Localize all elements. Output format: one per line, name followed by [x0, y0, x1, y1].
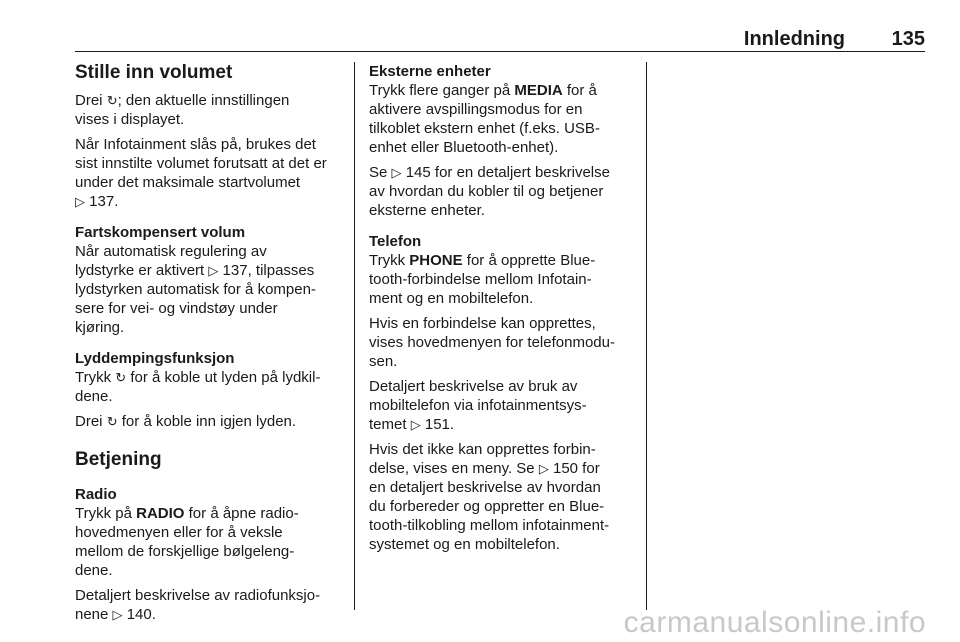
header-rule [75, 51, 925, 52]
heading-volume: Stille inn volumet [75, 62, 233, 83]
paragraph: Detaljert beskrivelse av bruk av mobiltelefon via infotainmentsys- temet ▷ 151. [369, 378, 587, 433]
paragraph: Detaljert beskrivelse av radiofunksjo- nene ▷ 140. [75, 587, 321, 623]
paragraph: Trykk ↻ for å koble ut lyden på lydkil- dene. [75, 369, 321, 405]
left-column [75, 62, 347, 630]
paragraph: Hvis det ikke kan opprettes forbin- delse, vises en meny. Se ▷ 150 for en detaljert beskrivelse av hvordan du forbereder og oppretter en Blue- tooth-tilkobling mellom infotainment- systemet og en mobiltelefon. [369, 441, 610, 553]
paragraph: Hvis en forbindelse kan opprettes, vises hovedmenyen for telefonmodu- sen. [369, 315, 615, 370]
heading-phone: Telefon [369, 233, 422, 250]
media-button-label: MEDIA [514, 82, 563, 99]
paragraph: Trykk flere ganger på MEDIA for å aktivere avspillingsmodus for en tilkoblet ekstern enhet (f.eks. USB- enhet eller Bluetooth-enhet). [369, 82, 600, 156]
page-reference-icon: ▷ [75, 194, 85, 209]
paragraph: Trykk på RADIO for å åpne radio- hovedmenyen eller for å veksle mellom de forskjellige bølgeleng- dene. [75, 505, 299, 579]
paragraph: Drei ↻; den aktuelle innstillingen vises i displayet. [75, 92, 290, 128]
paragraph: Trykk PHONE for å opprette Blue- tooth-forbindelse mellom Infotain- ment og en mobiltelefon. [369, 252, 596, 307]
knob-icon: ↻ [106, 93, 118, 108]
page-reference-icon: ▷ [208, 263, 219, 278]
paragraph: Se ▷ 145 for en detaljert beskrivelse av hvordan du kobler til og betjener eksterne enheter. [369, 164, 610, 219]
page-number: 135 [891, 28, 925, 50]
page-reference-icon: ▷ [112, 607, 123, 622]
heading-radio: Radio [75, 486, 117, 503]
phone-button-label: PHONE [409, 252, 463, 269]
watermark: carmanualsonline.info [623, 606, 926, 639]
power-knob-icon: ↻ [106, 414, 118, 429]
page-header [75, 26, 925, 52]
page-reference-icon: ▷ [410, 417, 421, 432]
column-divider [646, 62, 647, 610]
heading-operation: Betjening [75, 449, 162, 470]
column-divider [354, 62, 355, 610]
page-reference-icon: ▷ [538, 461, 549, 476]
paragraph: Drei ↻ for å koble inn igjen lyden. [75, 413, 297, 430]
power-knob-icon: ↻ [115, 370, 127, 385]
heading-external-devices: Eksterne enheter [369, 63, 491, 80]
radio-button-label: RADIO [136, 505, 185, 522]
right-column [369, 62, 641, 560]
paragraph: Når Infotainment slås på, brukes det sist innstilte volumet forutsatt at det er under det maksimale startvolumet ▷ 137. [75, 136, 327, 210]
heading-speed-volume: Fartskompensert volum [75, 224, 246, 241]
paragraph: Når automatisk regulering av lydstyrke er aktivert ▷ 137, tilpasses lydstyrken automatisk for å kompen- sere for vei- og vindstøy under kjøring. [75, 243, 316, 336]
page-reference-icon: ▷ [391, 165, 402, 180]
section-title: Innledning [743, 28, 845, 50]
heading-mute: Lyddempingsfunksjon [75, 350, 235, 367]
